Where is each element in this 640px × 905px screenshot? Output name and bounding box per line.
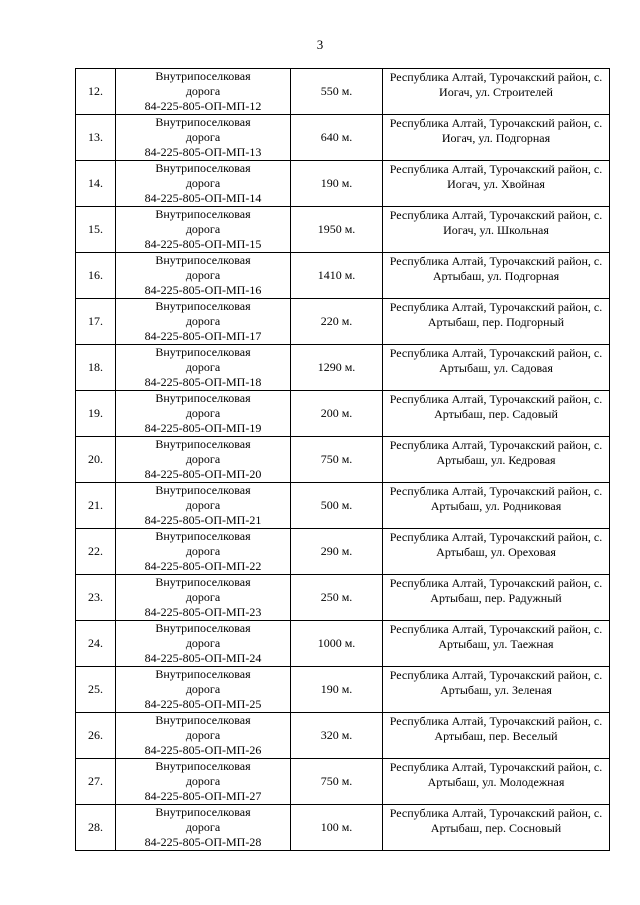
road-length: 1290 м. — [291, 345, 383, 391]
road-word-label: дорога — [185, 84, 221, 98]
road-address-cell — [383, 437, 610, 483]
road-name-cell — [116, 391, 291, 437]
road-address-cell — [383, 713, 610, 759]
road-word-label: дорога — [185, 452, 221, 466]
road-word-label: дорога — [185, 268, 221, 282]
row-number: 20. — [76, 437, 116, 483]
table-row — [76, 805, 610, 851]
row-number: 13. — [76, 115, 116, 161]
table-row — [76, 207, 610, 253]
row-number: 16. — [76, 253, 116, 299]
road-address-cell — [383, 529, 610, 575]
row-number: 27. — [76, 759, 116, 805]
road-code: 84-225-805-ОП-МП-20 — [144, 467, 262, 481]
address-street: Артыбаш, пер. Садовый — [434, 407, 558, 421]
road-name-cell — [116, 805, 291, 851]
road-word-label: дорога — [185, 636, 221, 650]
road-name-cell — [116, 69, 291, 115]
address-region: Республика Алтай, Турочакский район, с. — [389, 392, 603, 406]
address-region: Республика Алтай, Турочакский район, с. — [389, 70, 603, 84]
road-address-cell — [383, 667, 610, 713]
road-address-cell — [383, 759, 610, 805]
road-code: 84-225-805-ОП-МП-15 — [144, 237, 262, 251]
road-name-cell — [116, 299, 291, 345]
row-number: 19. — [76, 391, 116, 437]
road-word-label: дорога — [185, 728, 221, 742]
address-region: Республика Алтай, Турочакский район, с. — [389, 438, 603, 452]
road-type-label: Внутрипоселковая — [155, 713, 251, 727]
table-row — [76, 759, 610, 805]
row-number: 24. — [76, 621, 116, 667]
road-code: 84-225-805-ОП-МП-23 — [144, 605, 262, 619]
row-number: 18. — [76, 345, 116, 391]
road-word-label: дорога — [185, 176, 221, 190]
road-type-label: Внутрипоселковая — [155, 483, 251, 497]
road-word-label: дорога — [185, 360, 221, 374]
road-type-label: Внутрипоселковая — [155, 667, 251, 681]
road-name-cell — [116, 207, 291, 253]
road-type-label: Внутрипоселковая — [155, 207, 251, 221]
address-street: Артыбаш, ул. Молодежная — [427, 775, 565, 789]
road-type-label: Внутрипоселковая — [155, 345, 251, 359]
page-number: 3 — [316, 37, 324, 52]
road-name-cell — [116, 667, 291, 713]
road-length: 320 м. — [291, 713, 383, 759]
table-row — [76, 529, 610, 575]
road-length: 1950 м. — [291, 207, 383, 253]
road-word-label: дорога — [185, 406, 221, 420]
address-region: Республика Алтай, Турочакский район, с. — [389, 622, 603, 636]
road-word-label: дорога — [185, 314, 221, 328]
road-address-cell — [383, 575, 610, 621]
address-region: Республика Алтай, Турочакский район, с. — [389, 162, 603, 176]
road-code: 84-225-805-ОП-МП-13 — [144, 145, 262, 159]
road-address-cell — [383, 805, 610, 851]
table-row — [76, 667, 610, 713]
road-address-cell — [383, 621, 610, 667]
address-region: Республика Алтай, Турочакский район, с. — [389, 346, 603, 360]
address-region: Республика Алтай, Турочакский район, с. — [389, 208, 603, 222]
address-region: Республика Алтай, Турочакский район, с. — [389, 300, 603, 314]
address-street: Артыбаш, пер. Подгорный — [427, 315, 565, 329]
road-code: 84-225-805-ОП-МП-21 — [144, 513, 262, 527]
road-length: 640 м. — [291, 115, 383, 161]
table-row — [76, 345, 610, 391]
road-code: 84-225-805-ОП-МП-26 — [144, 743, 262, 757]
road-length: 1000 м. — [291, 621, 383, 667]
road-address-cell — [383, 345, 610, 391]
table-row — [76, 621, 610, 667]
row-number: 17. — [76, 299, 116, 345]
road-name-cell — [116, 713, 291, 759]
address-region: Республика Алтай, Турочакский район, с. — [389, 530, 603, 544]
road-address-cell — [383, 115, 610, 161]
road-type-label: Внутрипоселковая — [155, 253, 251, 267]
road-type-label: Внутрипоселковая — [155, 437, 251, 451]
road-code: 84-225-805-ОП-МП-27 — [144, 789, 262, 803]
address-region: Республика Алтай, Турочакский район, с. — [389, 576, 603, 590]
road-length: 220 м. — [291, 299, 383, 345]
road-word-label: дорога — [185, 544, 221, 558]
road-type-label: Внутрипоселковая — [155, 575, 251, 589]
address-region: Республика Алтай, Турочакский район, с. — [389, 254, 603, 268]
row-number: 25. — [76, 667, 116, 713]
road-address-cell — [383, 69, 610, 115]
roads-table — [75, 68, 610, 851]
address-street: Артыбаш, ул. Зеленая — [440, 683, 552, 697]
road-name-cell — [116, 483, 291, 529]
road-address-cell — [383, 483, 610, 529]
address-street: Артыбаш, ул. Таежная — [438, 637, 554, 651]
address-region: Республика Алтай, Турочакский район, с. — [389, 484, 603, 498]
road-length: 190 м. — [291, 667, 383, 713]
road-name-cell — [116, 161, 291, 207]
road-code: 84-225-805-ОП-МП-24 — [144, 651, 262, 665]
row-number: 14. — [76, 161, 116, 207]
road-word-label: дорога — [185, 820, 221, 834]
address-street: Иогач, ул. Хвойная — [447, 177, 545, 191]
address-region: Республика Алтай, Турочакский район, с. — [389, 714, 603, 728]
road-name-cell — [116, 621, 291, 667]
road-address-cell — [383, 391, 610, 437]
road-length: 500 м. — [291, 483, 383, 529]
road-name-cell — [116, 759, 291, 805]
road-type-label: Внутрипоселковая — [155, 759, 251, 773]
road-length: 100 м. — [291, 805, 383, 851]
road-length: 200 м. — [291, 391, 383, 437]
row-number: 15. — [76, 207, 116, 253]
address-street: Иогач, ул. Школьная — [443, 223, 549, 237]
row-number: 21. — [76, 483, 116, 529]
road-word-label: дорога — [185, 222, 221, 236]
address-region: Республика Алтай, Турочакский район, с. — [389, 806, 603, 820]
road-word-label: дорога — [185, 774, 221, 788]
road-address-cell — [383, 299, 610, 345]
road-code: 84-225-805-ОП-МП-25 — [144, 697, 262, 711]
road-length: 750 м. — [291, 437, 383, 483]
table-row — [76, 69, 610, 115]
road-length: 1410 м. — [291, 253, 383, 299]
address-street: Артыбаш, ул. Родниковая — [430, 499, 562, 513]
road-word-label: дорога — [185, 130, 221, 144]
road-code: 84-225-805-ОП-МП-14 — [144, 191, 262, 205]
road-type-label: Внутрипоселковая — [155, 805, 251, 819]
table-row — [76, 161, 610, 207]
road-code: 84-225-805-ОП-МП-18 — [144, 375, 262, 389]
road-type-label: Внутрипоселковая — [155, 529, 251, 543]
address-street: Артыбаш, ул. Ореховая — [436, 545, 556, 559]
road-name-cell — [116, 437, 291, 483]
row-number: 26. — [76, 713, 116, 759]
address-street: Артыбаш, ул. Садовая — [439, 361, 553, 375]
table-row — [76, 575, 610, 621]
road-type-label: Внутрипоселковая — [155, 161, 251, 175]
table-row — [76, 713, 610, 759]
road-length: 250 м. — [291, 575, 383, 621]
road-length: 190 м. — [291, 161, 383, 207]
row-number: 22. — [76, 529, 116, 575]
row-number: 23. — [76, 575, 116, 621]
address-region: Республика Алтай, Турочакский район, с. — [389, 668, 603, 682]
address-street: Иогач, ул. Строителей — [439, 85, 553, 99]
road-type-label: Внутрипоселковая — [155, 299, 251, 313]
road-code: 84-225-805-ОП-МП-17 — [144, 329, 262, 343]
row-number: 12. — [76, 69, 116, 115]
road-code: 84-225-805-ОП-МП-28 — [144, 835, 262, 849]
road-name-cell — [116, 529, 291, 575]
road-word-label: дорога — [185, 590, 221, 604]
road-address-cell — [383, 207, 610, 253]
table-row — [76, 115, 610, 161]
road-word-label: дорога — [185, 498, 221, 512]
road-code: 84-225-805-ОП-МП-12 — [144, 99, 262, 113]
road-address-cell — [383, 253, 610, 299]
address-street: Артыбаш, пер. Радужный — [430, 591, 562, 605]
table-row — [76, 253, 610, 299]
road-type-label: Внутрипоселковая — [155, 115, 251, 129]
address-region: Республика Алтай, Турочакский район, с. — [389, 760, 603, 774]
address-street: Артыбаш, пер. Веселый — [434, 729, 558, 743]
road-name-cell — [116, 253, 291, 299]
table-row — [76, 299, 610, 345]
table-row — [76, 391, 610, 437]
road-type-label: Внутрипоселковая — [155, 391, 251, 405]
address-street: Артыбаш, пер. Сосновый — [430, 821, 562, 835]
road-name-cell — [116, 345, 291, 391]
road-length: 290 м. — [291, 529, 383, 575]
road-type-label: Внутрипоселковая — [155, 621, 251, 635]
roads-table-body — [76, 69, 610, 851]
road-word-label: дорога — [185, 682, 221, 696]
address-region: Республика Алтай, Турочакский район, с. — [389, 116, 603, 130]
road-name-cell — [116, 575, 291, 621]
road-code: 84-225-805-ОП-МП-22 — [144, 559, 262, 573]
table-row — [76, 437, 610, 483]
road-code: 84-225-805-ОП-МП-16 — [144, 283, 262, 297]
address-street: Иогач, ул. Подгорная — [441, 131, 551, 145]
address-street: Артыбаш, ул. Подгорная — [432, 269, 560, 283]
table-row — [76, 483, 610, 529]
road-address-cell — [383, 161, 610, 207]
address-street: Артыбаш, ул. Кедровая — [436, 453, 556, 467]
road-code: 84-225-805-ОП-МП-19 — [144, 421, 262, 435]
road-length: 750 м. — [291, 759, 383, 805]
road-type-label: Внутрипоселковая — [155, 69, 251, 83]
row-number: 28. — [76, 805, 116, 851]
road-name-cell — [116, 115, 291, 161]
road-length: 550 м. — [291, 69, 383, 115]
